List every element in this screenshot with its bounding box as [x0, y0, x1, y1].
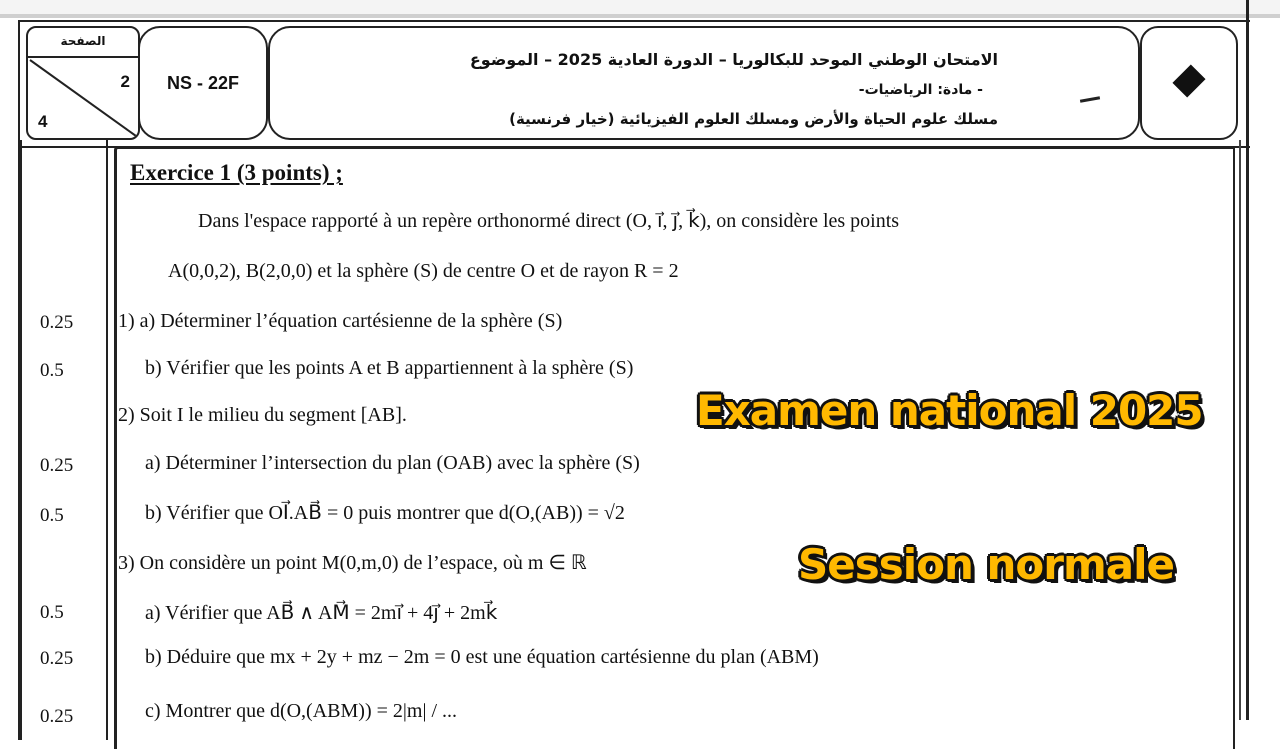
score-q3b: 0.25: [40, 648, 74, 669]
top-bar: [0, 0, 1280, 18]
exam-code: NS - 22F: [138, 26, 268, 140]
diamond-icon: [1172, 64, 1205, 97]
score-q3c: 0.25: [40, 706, 74, 727]
overlay-subtitle: Session normale: [798, 540, 1174, 589]
score-q3a: 0.5: [40, 602, 64, 623]
corner-box: [1140, 26, 1238, 140]
question-2: 2) Soit I le milieu du segment [AB].: [118, 404, 407, 426]
score-q1b: 0.5: [40, 360, 64, 381]
page-label: الصفحة: [28, 28, 138, 58]
intro-line-1: Dans l'espace rapporté à un repère orthonormé direct (O, i⃗, j⃗, k⃗), on considère les points: [198, 210, 900, 232]
score-column-divider: [106, 140, 108, 740]
exam-stream: مسلك علوم الحياة والأرض ومسلك العلوم الفيزيائية (خيار فرنسية): [509, 110, 998, 128]
question-3: 3) On considère un point M(0,m,0) de l’espace, où m ∈ ℝ: [118, 552, 587, 574]
exam-title-box: [268, 26, 1140, 140]
score-q2b: 0.5: [40, 505, 64, 526]
question-2a: a) Déterminer l’intersection du plan (OAB) avec la sphère (S): [145, 452, 640, 474]
page-total: 4: [38, 112, 48, 131]
frame-right-border: [1246, 0, 1249, 720]
overlay-title: Examen national 2025: [696, 386, 1203, 435]
question-3b: b) Déduire que mx + 2y + mz − 2m = 0 est une équation cartésienne du plan (ABM): [145, 646, 819, 668]
question-1a: 1) a) Déterminer l’équation cartésienne de la sphère (S): [118, 310, 563, 332]
page-number-box: [26, 26, 140, 140]
question-3c: c) Montrer que d(O,(ABM)) = 2|m| / ...: [145, 700, 458, 722]
question-2b: b) Vérifier que OI⃗.AB⃗ = 0 puis montrer que d(O,(AB)) = √2: [145, 502, 625, 524]
question-3a: a) Vérifier que AB⃗ ∧ AM⃗ = 2mi⃗ + 4j⃗ + 2mk⃗: [145, 602, 498, 624]
score-q1a: 0.25: [40, 312, 74, 333]
exam-subject: - مادة: الرياضيات-: [858, 82, 983, 98]
score-q2a: 0.25: [40, 455, 74, 476]
decorative-dash: [1080, 96, 1100, 102]
frame-right-inner-border: [1239, 140, 1241, 720]
page-current: 2: [120, 72, 130, 91]
exercise-title: Exercice 1 (3 points) ;: [130, 160, 343, 185]
intro-line-2: A(0,0,2), B(2,0,0) et la sphère (S) de centre O et de rayon R = 2: [168, 260, 679, 282]
exam-title-line1: الامتحان الوطني الموحد للبكالوريا – الدورة العادية 2025 – الموضوع: [469, 50, 998, 69]
question-1b: b) Vérifier que les points A et B appartiennent à la sphère (S): [145, 357, 634, 379]
